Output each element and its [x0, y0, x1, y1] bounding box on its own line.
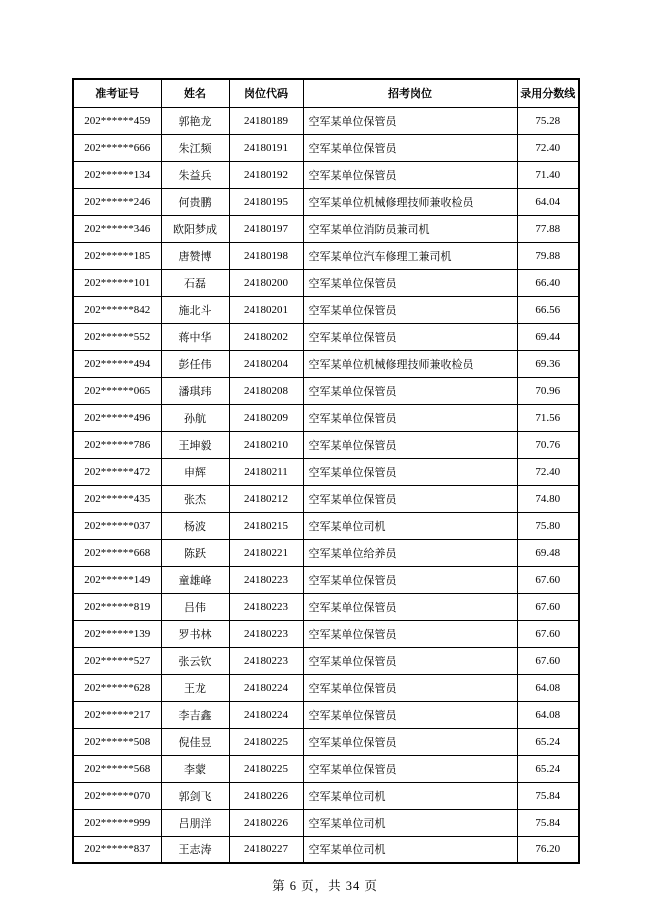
exam-id-cell: 202******568 [73, 755, 161, 782]
table-row [73, 809, 579, 836]
header-name: 姓名 [161, 79, 229, 107]
job-code-cell: 24180197 [229, 215, 303, 242]
job-code-cell: 24180223 [229, 593, 303, 620]
score-cell: 71.56 [517, 404, 579, 431]
name-cell: 王龙 [161, 674, 229, 701]
score-cell: 67.60 [517, 647, 579, 674]
job-code-cell: 24180208 [229, 377, 303, 404]
table-body [73, 107, 579, 863]
header-job-code: 岗位代码 [229, 79, 303, 107]
exam-id-cell: 202******668 [73, 539, 161, 566]
job-code-cell: 24180227 [229, 836, 303, 863]
job-title-cell: 空军某单位保管员 [303, 404, 517, 431]
job-code-cell: 24180200 [229, 269, 303, 296]
name-cell: 彭任伟 [161, 350, 229, 377]
score-cell: 75.80 [517, 512, 579, 539]
name-cell: 申辉 [161, 458, 229, 485]
name-cell: 欧阳梦成 [161, 215, 229, 242]
table-row [73, 296, 579, 323]
name-cell: 李吉鑫 [161, 701, 229, 728]
job-code-cell: 24180198 [229, 242, 303, 269]
job-title-cell: 空军某单位保管员 [303, 323, 517, 350]
job-title-cell: 空军某单位保管员 [303, 134, 517, 161]
exam-id-cell: 202******346 [73, 215, 161, 242]
job-title-cell: 空军某单位司机 [303, 809, 517, 836]
table-row [73, 647, 579, 674]
name-cell: 蒋中华 [161, 323, 229, 350]
job-code-cell: 24180191 [229, 134, 303, 161]
job-code-cell: 24180202 [229, 323, 303, 350]
score-cell: 72.40 [517, 134, 579, 161]
score-cell: 77.88 [517, 215, 579, 242]
exam-id-cell: 202******139 [73, 620, 161, 647]
name-cell: 石磊 [161, 269, 229, 296]
score-cell: 69.48 [517, 539, 579, 566]
job-title-cell: 空军某单位汽车修理工兼司机 [303, 242, 517, 269]
job-code-cell: 24180201 [229, 296, 303, 323]
table-row [73, 836, 579, 863]
name-cell: 张云钦 [161, 647, 229, 674]
job-title-cell: 空军某单位保管员 [303, 296, 517, 323]
name-cell: 吕朋洋 [161, 809, 229, 836]
job-title-cell: 空军某单位保管员 [303, 593, 517, 620]
job-title-cell: 空军某单位机械修理技师兼收检员 [303, 350, 517, 377]
table-row [73, 134, 579, 161]
job-code-cell: 24180189 [229, 107, 303, 134]
job-code-cell: 24180223 [229, 566, 303, 593]
job-code-cell: 24180226 [229, 809, 303, 836]
name-cell: 何贵鹏 [161, 188, 229, 215]
score-cell: 65.24 [517, 755, 579, 782]
job-code-cell: 24180225 [229, 728, 303, 755]
table-row [73, 215, 579, 242]
exam-id-cell: 202******435 [73, 485, 161, 512]
name-cell: 郭剑飞 [161, 782, 229, 809]
score-cell: 69.36 [517, 350, 579, 377]
name-cell: 王志涛 [161, 836, 229, 863]
table-row [73, 458, 579, 485]
exam-id-cell: 202******149 [73, 566, 161, 593]
exam-id-cell: 202******070 [73, 782, 161, 809]
job-code-cell: 24180223 [229, 647, 303, 674]
job-code-cell: 24180215 [229, 512, 303, 539]
table-header-row [73, 79, 579, 107]
exam-id-cell: 202******496 [73, 404, 161, 431]
table-row [73, 431, 579, 458]
page-number: 第 6 页，共 34 页 [272, 879, 378, 893]
exam-id-cell: 202******134 [73, 161, 161, 188]
table-row [73, 323, 579, 350]
score-cell: 75.84 [517, 782, 579, 809]
table-row [73, 188, 579, 215]
job-code-cell: 24180211 [229, 458, 303, 485]
score-cell: 75.84 [517, 809, 579, 836]
job-code-cell: 24180192 [229, 161, 303, 188]
score-cell: 76.20 [517, 836, 579, 863]
job-title-cell: 空军某单位给养员 [303, 539, 517, 566]
job-code-cell: 24180212 [229, 485, 303, 512]
exam-id-cell: 202******666 [73, 134, 161, 161]
job-title-cell: 空军某单位保管员 [303, 647, 517, 674]
exam-id-cell: 202******837 [73, 836, 161, 863]
job-title-cell: 空军某单位保管员 [303, 485, 517, 512]
name-cell: 孙航 [161, 404, 229, 431]
exam-id-cell: 202******217 [73, 701, 161, 728]
job-title-cell: 空军某单位保管员 [303, 377, 517, 404]
score-cell: 67.60 [517, 620, 579, 647]
exam-id-cell: 202******819 [73, 593, 161, 620]
score-cell: 70.76 [517, 431, 579, 458]
table-row [73, 350, 579, 377]
exam-id-cell: 202******628 [73, 674, 161, 701]
exam-id-cell: 202******508 [73, 728, 161, 755]
exam-id-cell: 202******185 [73, 242, 161, 269]
table-row [73, 566, 579, 593]
exam-id-cell: 202******494 [73, 350, 161, 377]
name-cell: 潘琪玮 [161, 377, 229, 404]
job-title-cell: 空军某单位保管员 [303, 674, 517, 701]
name-cell: 朱江频 [161, 134, 229, 161]
job-title-cell: 空军某单位保管员 [303, 566, 517, 593]
table-row [73, 269, 579, 296]
score-cell: 72.40 [517, 458, 579, 485]
exam-id-cell: 202******472 [73, 458, 161, 485]
name-cell: 罗书林 [161, 620, 229, 647]
job-code-cell: 24180221 [229, 539, 303, 566]
score-cell: 67.60 [517, 593, 579, 620]
score-cell: 79.88 [517, 242, 579, 269]
table-row [73, 377, 579, 404]
job-code-cell: 24180225 [229, 755, 303, 782]
job-title-cell: 空军某单位保管员 [303, 728, 517, 755]
table-row [73, 728, 579, 755]
table-row [73, 512, 579, 539]
exam-id-cell: 202******246 [73, 188, 161, 215]
score-cell: 67.60 [517, 566, 579, 593]
job-code-cell: 24180224 [229, 701, 303, 728]
job-title-cell: 空军某单位保管员 [303, 620, 517, 647]
job-title-cell: 空军某单位保管员 [303, 701, 517, 728]
job-title-cell: 空军某单位保管员 [303, 161, 517, 188]
job-title-cell: 空军某单位司机 [303, 836, 517, 863]
job-title-cell: 空军某单位保管员 [303, 458, 517, 485]
job-title-cell: 空军某单位保管员 [303, 431, 517, 458]
table-row [73, 620, 579, 647]
name-cell: 陈跃 [161, 539, 229, 566]
name-cell: 吕伟 [161, 593, 229, 620]
table-row [73, 404, 579, 431]
name-cell: 李蒙 [161, 755, 229, 782]
header-score-line: 录用分数线 [517, 79, 579, 107]
job-code-cell: 24180224 [229, 674, 303, 701]
header-exam-id: 准考证号 [73, 79, 161, 107]
name-cell: 朱益兵 [161, 161, 229, 188]
table-row [73, 485, 579, 512]
score-cell: 64.08 [517, 701, 579, 728]
score-cell: 64.04 [517, 188, 579, 215]
name-cell: 郭艳龙 [161, 107, 229, 134]
name-cell: 王坤毅 [161, 431, 229, 458]
table-row [73, 107, 579, 134]
job-code-cell: 24180195 [229, 188, 303, 215]
job-code-cell: 24180226 [229, 782, 303, 809]
exam-id-cell: 202******101 [73, 269, 161, 296]
exam-id-cell: 202******065 [73, 377, 161, 404]
name-cell: 张杰 [161, 485, 229, 512]
score-cell: 75.28 [517, 107, 579, 134]
score-cell: 71.40 [517, 161, 579, 188]
admission-score-table [72, 78, 580, 864]
table-row [73, 242, 579, 269]
exam-id-cell: 202******552 [73, 323, 161, 350]
score-cell: 64.08 [517, 674, 579, 701]
name-cell: 倪佳昱 [161, 728, 229, 755]
table-row [73, 782, 579, 809]
job-title-cell: 空军某单位司机 [303, 512, 517, 539]
job-title-cell: 空军某单位保管员 [303, 107, 517, 134]
score-cell: 69.44 [517, 323, 579, 350]
score-cell: 66.56 [517, 296, 579, 323]
job-code-cell: 24180210 [229, 431, 303, 458]
table-row [73, 755, 579, 782]
job-code-cell: 24180204 [229, 350, 303, 377]
exam-id-cell: 202******786 [73, 431, 161, 458]
exam-id-cell: 202******459 [73, 107, 161, 134]
table-row [73, 161, 579, 188]
name-cell: 施北斗 [161, 296, 229, 323]
table-row [73, 674, 579, 701]
exam-id-cell: 202******527 [73, 647, 161, 674]
table-row [73, 593, 579, 620]
table-row [73, 539, 579, 566]
exam-id-cell: 202******999 [73, 809, 161, 836]
job-title-cell: 空军某单位机械修理技师兼收检员 [303, 188, 517, 215]
score-cell: 70.96 [517, 377, 579, 404]
exam-id-cell: 202******037 [73, 512, 161, 539]
score-cell: 74.80 [517, 485, 579, 512]
name-cell: 唐赞博 [161, 242, 229, 269]
score-cell: 65.24 [517, 728, 579, 755]
table-row [73, 701, 579, 728]
header-job-title: 招考岗位 [303, 79, 517, 107]
name-cell: 童雄峰 [161, 566, 229, 593]
job-title-cell: 空军某单位司机 [303, 782, 517, 809]
score-cell: 66.40 [517, 269, 579, 296]
exam-id-cell: 202******842 [73, 296, 161, 323]
name-cell: 杨波 [161, 512, 229, 539]
job-title-cell: 空军某单位保管员 [303, 755, 517, 782]
job-code-cell: 24180223 [229, 620, 303, 647]
job-title-cell: 空军某单位保管员 [303, 269, 517, 296]
job-code-cell: 24180209 [229, 404, 303, 431]
job-title-cell: 空军某单位消防员兼司机 [303, 215, 517, 242]
